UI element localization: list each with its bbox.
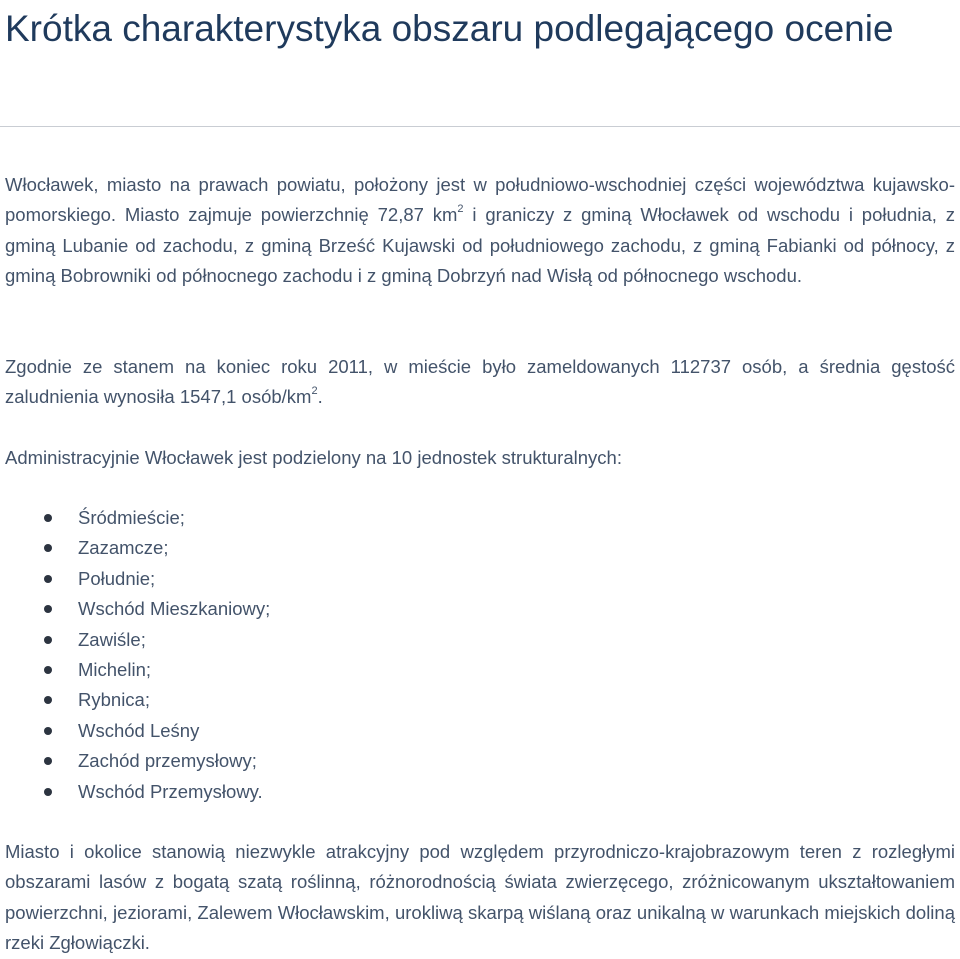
superscript-2: 2 [311, 385, 318, 398]
list-item [0, 655, 960, 685]
bullet-icon [44, 544, 52, 552]
title-divider [0, 126, 960, 127]
list-item [0, 685, 960, 715]
bullet-icon [44, 696, 52, 704]
list-item-label: Śródmieście; [78, 507, 185, 528]
list-item [0, 746, 960, 776]
paragraph-location-text-2: i graniczy z gminą Włocławek od wschodu i południa, z gminą Lubanie od zachodu, z gminą Brześć Kujawski od południowego zachodu, z gminą Fabianki od północy, z gminą Bobrowniki od północnego zachodu i z gminą Dobrzyń nad Wisłą od północnego wschodu. [5, 204, 955, 286]
paragraph-nature: Miasto i okolice stanowią niezwykle atrakcyjny pod względem przyrodniczo-krajobrazowym teren z rozległymi obszarami lasów z bogatą szatą roślinną, różnorodnością świata zwierzęcego, zróżnicowanym ukształtowaniem powierzchni, jeziorami, Zalewem Włocławskim, urokliwą skarpą wiślaną oraz unikalną w warunkach miejskich doliną rzeki Zgłowiączki. [5, 841, 955, 953]
list-item-label: Zachód przemysłowy; [78, 750, 257, 772]
list-item-label: Wschód Leśny [78, 719, 200, 741]
list-item-label: Zawiśle; [78, 628, 146, 650]
bullet-icon [44, 757, 52, 765]
list-item-label: Wschód Mieszkaniowy; [78, 598, 271, 620]
list-item [0, 594, 960, 624]
paragraph-location [5, 170, 955, 291]
bullet-icon [44, 605, 52, 613]
list-item [0, 777, 960, 807]
superscript-2: 2 [457, 203, 464, 216]
list-item [0, 625, 960, 655]
list-item-label: Rybnica; [78, 689, 150, 711]
paragraph-location-text-1: Włocławek, miasto na prawach powiatu, położony jest w południowo-wschodniej części województwa kujawsko-pomorskiego. Miasto zajmuje powierzchnię 72,87 km [5, 174, 955, 226]
paragraph-population-text-2: . [317, 386, 323, 408]
bullet-icon [44, 666, 52, 674]
list-item-label: Zazamcze; [78, 537, 169, 559]
list-item [0, 564, 960, 594]
list-item-label: Południe; [78, 567, 156, 589]
list-item-label: Wschód Przemysłowy. [78, 780, 263, 802]
bullet-icon [44, 575, 52, 583]
paragraph-administration: Administracyjnie Włocławek jest podzielony na 10 jednostek strukturalnych: [5, 447, 622, 468]
list-item [0, 533, 960, 563]
bullet-icon [44, 788, 52, 796]
bullet-icon [44, 636, 52, 644]
page-title: Krótka charakterystyka obszaru podlegającego ocenie [5, 8, 894, 49]
list-item [0, 503, 960, 533]
list-item [0, 716, 960, 746]
structural-units-list [0, 503, 960, 807]
paragraph-population [5, 352, 955, 413]
bullet-icon [44, 514, 52, 522]
bullet-icon [44, 727, 52, 735]
list-item-label: Michelin; [78, 658, 151, 680]
paragraph-population-text-1: Zgodnie ze stanem na koniec roku 2011, w mieście było zameldowanych 112737 osób, a średnia gęstość zaludnienia wynosiła 1547,1 osób/km [5, 356, 955, 408]
